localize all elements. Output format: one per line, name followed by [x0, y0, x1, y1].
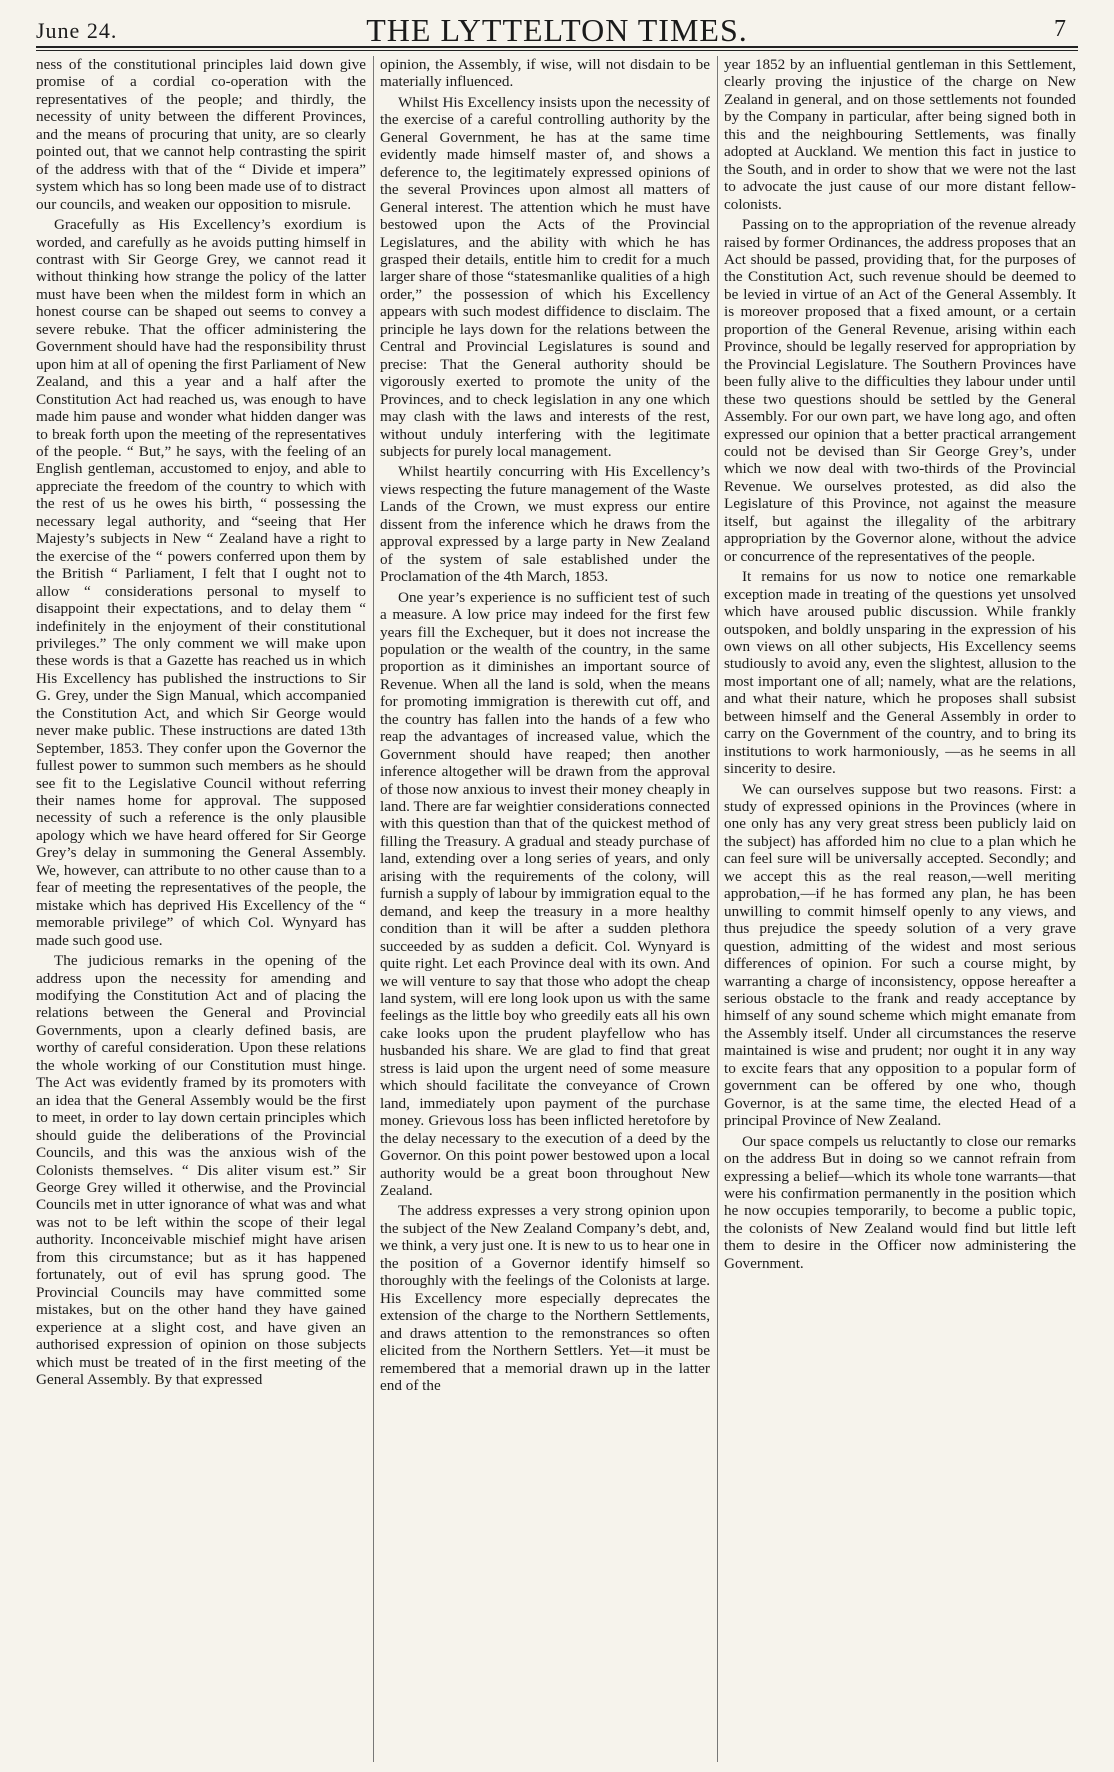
masthead-rule — [36, 46, 1078, 51]
paragraph: Whilst His Excellency insists upon the necessity of the exercise of a careful controlling authority by the General Government, he has at the same time evidently made himself master of, and shows a deference to, the legitimately expressed opinions of the several Provinces upon almost all matters of General interest. The attention which he must have bestowed upon the Acts of the Provincial Legislatures, and the ability with which he has grasped their details, entitle him to credit for a much larger share of those “statesmanlike qualities of a high order,” the possession of which his Excellency appears with such modest diffidence to disclaim. The principle he lays down for the relations between the Central and Provincial Legislatures is sound and precise: That the General authority should be vigorously exerted to promote the unity of the Provinces, and to check legislation in any one which may clash with the laws and interests of the rest, without unduly interfering with the legitimate subjects for purely local management. — [380, 93, 710, 460]
paragraph: year 1852 by an influential gentleman in this Settlement, clearly proving the injustice of the charge on New Zealand in general, and on those settlements not founded by the Company in particular, after being signed both in this and the neighbouring Settlements, was finally adopted at Auckland. We mention this fact in justice to the South, and in order to show that we were not the last to advocate the just cause of our more distant fellow-colonists. — [724, 56, 1076, 213]
paragraph: Gracefully as His Excellency’s exordium is worded, and carefully as he avoids putting himself in contrast with Sir George Grey, we cannot read it without thinking how strange the policy of the latter must have been when the mildest form in which an honest course can be shaped out seems to convey a severe rebuke. That the officer administering the Government should have had the responsibility thrust upon him at all of opening the first Parliament of New Zealand, and this a year and a half after the Constitution Act had reached us, was enough to have made him pause and wonder what hidden danger was to break forth upon the meeting of the representatives of the people. “ But,” he says, with the feeling of an English gentleman, accustomed to enjoy, and able to appreciate the freedom of the country to which with the rest of us he owes his birth, “ possessing the necessary legal authority, and “seeing that Her Majesty’s subjects in New “ Zealand have a right to the exercise of the “ powers conferred upon them by the British “ Parliament, I felt that I ought not to allow “ considerations personal to myself to disappoint their expectations, and to delay them “ indefinitely in the enjoyment of their constitutional privileges.” The only comment we will make upon these words is that a Gazette has reached us in which His Excellency has published the instructions to Sir G. Grey, under the Sign Manual, which accompanied the Constitution Act, and which Sir George would never make public. These instructions are dated 13th September, 1853. They confer upon the Governor the fullest power to summon such members as he should see fit to the Legislative Council without referring their names home for approval. The supposed necessity of such a reference is the only plausible apology which we have heard offered for Sir George Grey’s delay in summoning the General Assembly. We, however, can attribute to no other cause than to a fear of meeting the representatives of the people, the mistake which has deprived His Excellency of the “ memorable privilege” of which Col. Wynyard has made such good use. — [36, 216, 366, 949]
newspaper-title: THE LYTTELTON TIMES. — [366, 12, 748, 48]
column-divider — [373, 56, 374, 1762]
issue-date: June 24. — [36, 18, 118, 43]
paragraph: ness of the constitutional principles laid down give promise of a cordial co-operation with the representatives of the people; and thirdly, the necessity of unity between the different Provinces, and the means of procuring that unity, are so clearly pointed out, that we cannot help contrasting the spirit of the address with that of the “ Divide et impera” system which has so long been made use of to distract our councils, and weaken our opposition to misrule. — [36, 56, 366, 213]
column-3 — [724, 56, 1076, 1762]
paragraph: It remains for us now to notice one remarkable exception made in treating of the questions yet unsolved which have aroused public discussion. While frankly outspoken, and boldly unsparing in the expression of his own views on all other subjects, His Excellency seems studiously to avoid any, even the slightest, allusion to the most important one of all; namely, what are the relations, and what their nature, which he proposes shall subsist between himself and the General Assembly in order to carry on the Government of the country, and to bring its institutions to work harmoniously, —as he seems in all sincerity to desire. — [724, 568, 1076, 778]
paragraph: Passing on to the appropriation of the revenue already raised by former Ordinances, the address proposes that an Act should be passed, providing that, for the purposes of the Constitution Act, such revenue should be deemed to be levied in virtue of an Act of the General Assembly. It is moreover proposed that a fixed amount, or a certain proportion of the General Revenue, arising within each Province, should be legally reserved for appropriation by the Provincial Legislature. The Southern Provinces have been fully alive to the difficulties they labour under until these two questions should be settled by the General Assembly. For our own part, we have long ago, and often expressed our opinion that a better practical arrangement could not be devised than Sir George Grey’s, under which we now deal with two-thirds of the Provincial Revenue. We ourselves protested, as did also the Legislature of this Province, not against the measure itself, but against the illegality of the arbitrary appropriation by the Governor alone, without the advice or concurrence of the representatives of the people. — [724, 216, 1076, 565]
column-1 — [36, 56, 366, 1762]
column-2 — [380, 56, 710, 1762]
paragraph: Our space compels us reluctantly to close our remarks on the address But in doing so we cannot refrain from expressing a belief—which its whole tone warrants—that were his confirmation permanently in the position which he now occupies temporarily, to become a public topic, the colonists of New Zealand would find but little left them to desire in the Officer now administering the Government. — [724, 1132, 1076, 1272]
paragraph: One year’s experience is no sufficient test of such a measure. A low price may indeed for the first few years fill the Exchequer, but it does not increase the population or the wealth of the country, in the same proportion as it diminishes an important source of Revenue. When all the land is sold, when the means for promoting immigration is therewith cut off, and the country has fallen into the hands of a few who reap the advantages of increased value, which the Government should have reaped; then another inference altogether will be drawn from the approval of those now anxious to invest their money cheaply in land. There are far weightier considerations connected with this question than that of the quickest method of filling the Treasury. A gradual and steady purchase of land, extending over a long series of years, and only arising with the requirements of the colony, will furnish a supply of labour by immigration equal to the demand, and keep the treasury in a more healthy condition than it will be after a sudden plethora succeeded by as sudden a deficit. Col. Wynyard is quite right. Let each Province deal with its own. And we will venture to say that those who adopt the cheap land system, will ere long look upon us with the same feelings as the little boy who greedily eats all his own cake looks upon the prudent playfellow who has husbanded his share. We are glad to find that great stress is laid upon the urgent need of some measure which should facilitate the conveyance of Crown land, immediately upon payment of the purchase money. Grievous loss has been inflicted heretofore by the delay necessary to the execution of a deed by the Governor. On this point power bestowed upon a local authority would be a great boon throughout New Zealand. — [380, 588, 710, 1199]
column-divider — [717, 56, 718, 1762]
paragraph: opinion, the Assembly, if wise, will not disdain to be materially influenced. — [380, 56, 710, 91]
paragraph: Whilst heartily concurring with His Excellency’s views respecting the future management of the Waste Lands of the Crown, we must express our entire dissent from the inference which he draws from the approval expressed by a large party in New Zealand of the system of sale established under the Proclamation of the 4th March, 1853. — [380, 463, 710, 586]
paragraph: We can ourselves suppose but two reasons. First: a study of expressed opinions in the Provinces (where in one only has any very great stress been publicly laid on the subject) has afforded him no clue to a plan which he can feel sure will be universally accepted. Secondly; and we accept this as the real reason,—well meriting approbation,—if he has formed any plan, he has been unwilling to commit himself openly to any views, and thus prejudice the speedy solution of a very grave question, admitting of the widest and most serious differences of opinion. For such a course might, by warranting a charge of inconsistency, oppose hereafter a serious obstacle to the frank and ready acceptance by himself of any sound scheme which might emanate from the Assembly itself. Under all circumstances the reserve maintained is wise and prudent; nor ought it in any way to excite fears that any opposition to a popular form of government can be offered by one who, though Governor, is at the same time, the elected Head of a principal Province of New Zealand. — [724, 780, 1076, 1130]
masthead — [36, 6, 1078, 48]
paragraph: The judicious remarks in the opening of the address upon the necessity for amending and modifying the Constitution Act and of placing the relations between the General and Provincial Governments, upon a clearly defined basis, are worthy of careful consideration. Upon these relations the whole working of our Constitution must hinge. The Act was evidently framed by its promoters with an idea that the General Assembly would be the first to meet, in order to lay down certain principles which should guide the deliberations of the Provincial Councils, and this was the anxious wish of the Colonists themselves. “ Dis aliter visum est.” Sir George Grey willed it otherwise, and the Provincial Councils met in utter ignorance of what was and what was not to be left within the scope of their legal authority. Inconceivable mischief might have arisen from this circumstance; but as it has happened fortunately, out of evil has sprung good. The Provincial Councils may have committed some mistakes, but on the other hand they have gained experience at a slight cost, and have given an authorised expression of opinion on those subjects which must be treated of in the first meeting of the General Assembly. By that expressed — [36, 952, 366, 1388]
paragraph: The address expresses a very strong opinion upon the subject of the New Zealand Company’s debt, and, we think, a very just one. It is new to us to hear one in the position of a Governor identify himself so thoroughly with the feelings of the Colonists at large. His Excellency more especially deprecates the extension of the charge to the Northern Settlements, and draws attention to the remonstrances so often elicited from the Northern Settlers. Yet—it must be remembered that a memorial drawn up in the latter end of the — [380, 1202, 710, 1394]
page-number: 7 — [1054, 16, 1066, 42]
